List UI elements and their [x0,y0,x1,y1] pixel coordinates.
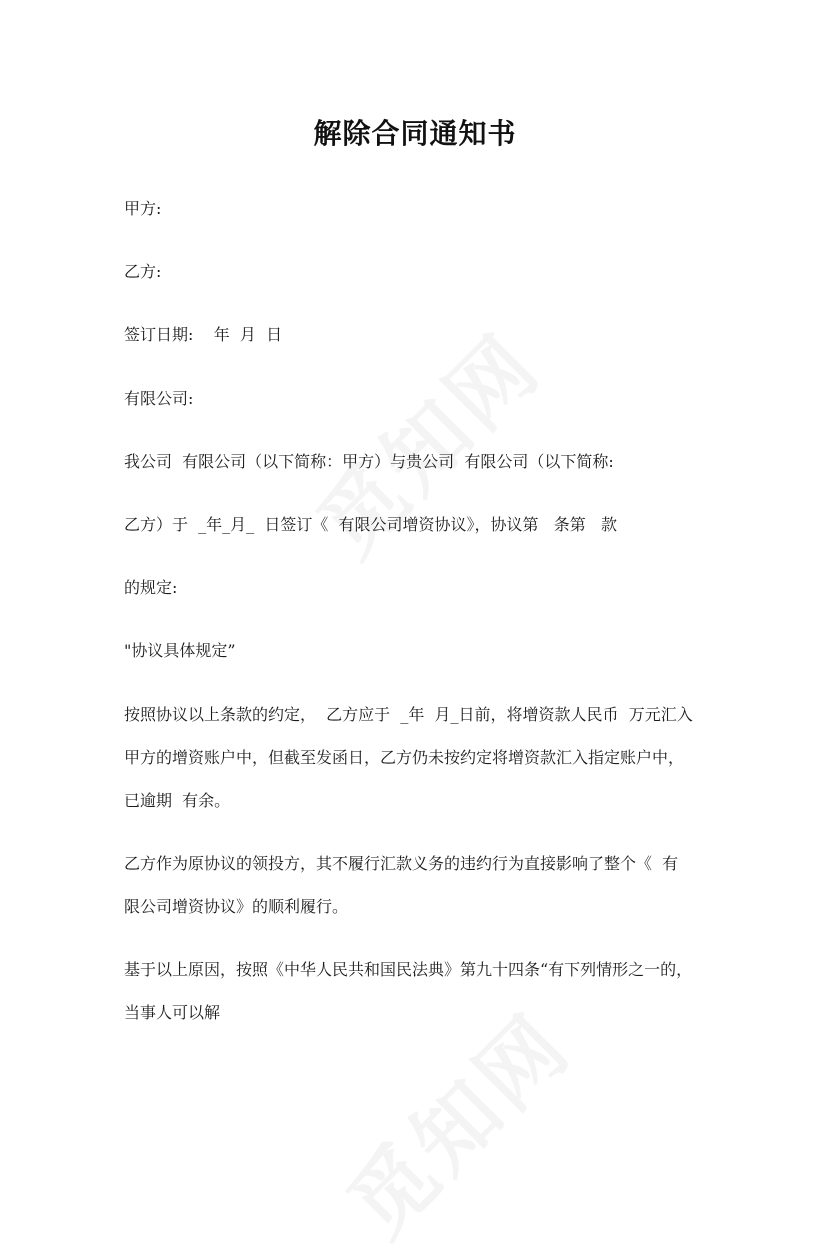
paragraph-line: 的规定: [124,578,178,597]
party-b-line: 乙方: [124,262,162,281]
paragraph-line: 我公司 有限公司（以下简称：甲方）与贵公司 有限公司（以下简称: [124,452,614,471]
paragraph-line: 按照协议以上条款的约定， 乙方应于 _年 月_日前，将增资款人民币 万元汇入 [124,705,693,724]
party-a-line: 甲方: [124,199,162,218]
addressee-line: 有限公司: [124,389,194,408]
document-title: 解除合同通知书 [313,117,517,150]
paragraph-line: 已逾期 有余。 [124,791,231,810]
paragraph-line: 限公司增资协议》的顺利履行。 [124,897,349,916]
paragraph-line: 基于以上原因，按照《中华人民共和国民法典》第九十四条“有下列情形之一的， [124,960,693,979]
paragraph-line: 甲方的增资账户中，但截至发函日，乙方仍未按约定将增资款汇入指定账户中， [124,748,685,767]
watermark [317,982,593,1258]
paragraph-line: 当事人可以解 [124,1003,221,1022]
paragraph-line: 乙方作为原协议的领投方，其不履行汇款义务的违约行为直接影响了整个《 有 [124,854,679,873]
signing-date-line: 签订日期: 年 月 日 [124,325,283,344]
paragraph-line: 乙方）于 _年_月_ 日签订《 有限公司增资协议》，协议第 条第 款 [124,515,618,534]
quoted-provision-line: "协议具体规定” [124,641,236,660]
